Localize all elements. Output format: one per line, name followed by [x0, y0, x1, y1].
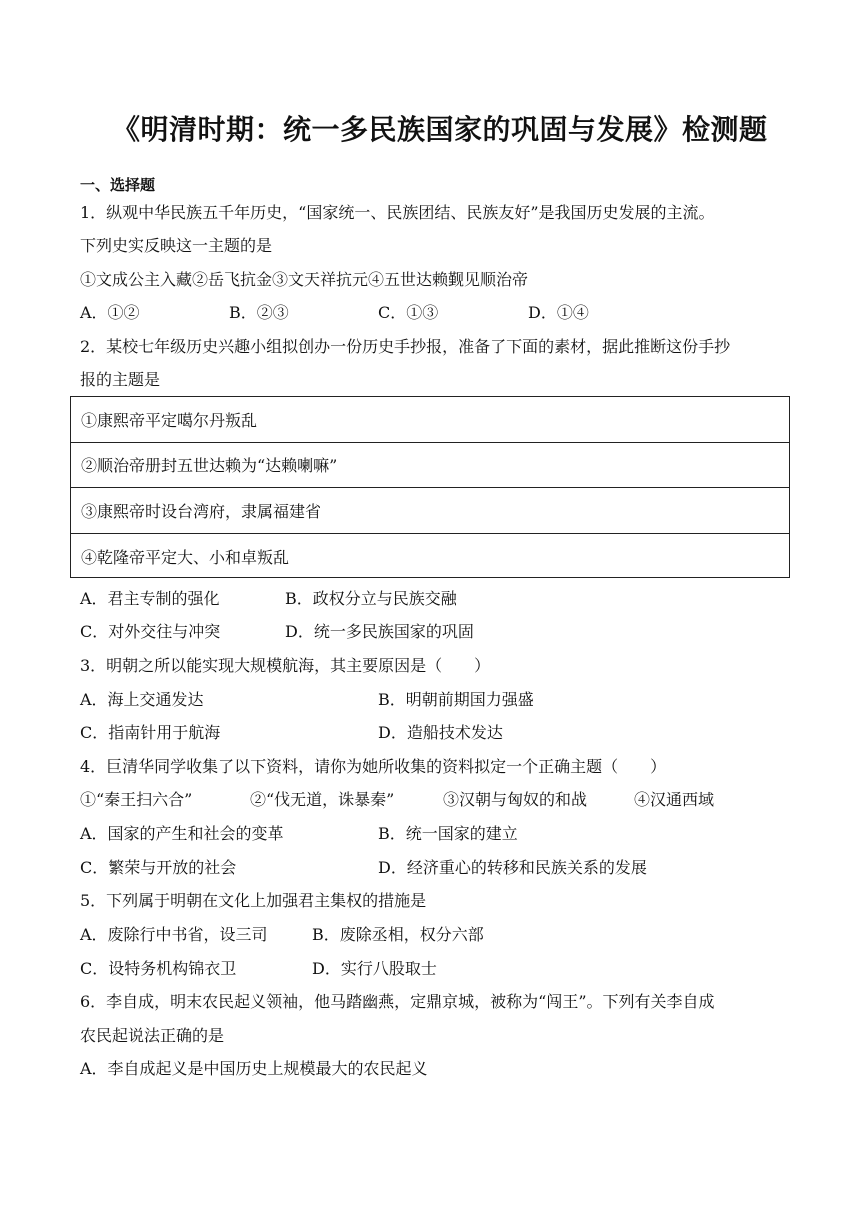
q4-stem-line1: 4．巨清华同学收集了以下资料，请你为她所收集的资料拟定一个正确主题（ ） — [80, 757, 667, 776]
q1-stem-line2: 下列史实反映这一主题的是 — [80, 236, 273, 255]
q4-material-4: ④汉通西域 — [634, 790, 715, 809]
q2-material-table — [70, 396, 790, 578]
q6-stem-line1: 6．李自成，明末农民起义领袖，他马踏幽燕，定鼎京城，被称为“闯王”。下列有关李自成 — [80, 992, 715, 1011]
q5-option-d: D．实行八股取士 — [312, 959, 437, 978]
q2-stem-line2: 报的主题是 — [80, 370, 161, 389]
q1-option-a: A．①② — [80, 303, 140, 322]
section-heading: 一、选择题 — [80, 176, 156, 194]
q2-option-b: B．政权分立与民族交融 — [285, 589, 457, 608]
q4-material-3: ③汉朝与匈奴的和战 — [443, 790, 588, 809]
q4-option-a: A．国家的产生和社会的变革 — [80, 824, 284, 843]
q2-material-row: ④乾隆帝平定大、小和卓叛乱 — [81, 547, 290, 567]
q4-material-2: ②“伐无道，诛暴秦” — [250, 790, 395, 809]
q1-option-d: D．①④ — [528, 303, 589, 322]
q3-option-d: D．造船技术发达 — [378, 723, 503, 742]
q5-stem-line1: 5．下列属于明朝在文化上加强君主集权的措施是 — [80, 891, 427, 910]
q2-material-row: ①康熙帝平定噶尔丹叛乱 — [71, 397, 789, 443]
q5-option-a: A．废除行中书省，设三司 — [80, 925, 268, 944]
q5-option-c: C．设特务机构锦衣卫 — [80, 959, 237, 978]
q3-option-c: C．指南针用于航海 — [80, 723, 221, 742]
q3-stem-line1: 3．明朝之所以能实现大规模航海，其主要原因是（ ） — [80, 656, 491, 675]
q2-material-row: ③康熙帝时设台湾府，隶属福建省 — [71, 488, 789, 534]
q1-option-b: B．②③ — [229, 303, 289, 322]
q1-stem-line1: 1．纵观中华民族五千年历史，“国家统一、民族团结、民族友好”是我国历史发展的主流。 — [80, 203, 715, 222]
q4-option-b: B．统一国家的建立 — [378, 824, 518, 843]
q1-material-line: ①文成公主入藏②岳飞抗金③文天祥抗元④五世达赖觐见顺治帝 — [80, 270, 529, 289]
q3-option-a: A．海上交通发达 — [80, 690, 204, 709]
q2-option-a: A．君主专制的强化 — [80, 589, 220, 608]
q6-stem-line2: 农民起说法正确的是 — [80, 1026, 225, 1045]
q4-option-c: C．繁荣与开放的社会 — [80, 858, 237, 877]
q2-material-row: ②顺治帝册封五世达赖为“达赖喇嘛” — [71, 443, 789, 489]
q4-option-d: D．经济重心的转移和民族关系的发展 — [378, 858, 647, 877]
q2-option-c: C．对外交往与冲突 — [80, 622, 221, 641]
q2-option-d: D．统一多民族国家的巩固 — [285, 622, 474, 641]
document-title: 《明清时期：统一多民族国家的巩固与发展》检测题 — [112, 113, 768, 146]
q5-option-b: B．废除丞相，权分六部 — [312, 925, 484, 944]
q6-option-a: A．李自成起义是中国历史上规模最大的农民起义 — [80, 1059, 428, 1078]
q4-material-1: ①“秦王扫六合” — [80, 790, 193, 809]
q2-stem-line1: 2．某校七年级历史兴趣小组拟创办一份历史手抄报，准备了下面的素材，据此推断这份手抄 — [80, 337, 731, 356]
q3-option-b: B．明朝前期国力强盛 — [378, 690, 534, 709]
q1-option-c: C．①③ — [378, 303, 439, 322]
